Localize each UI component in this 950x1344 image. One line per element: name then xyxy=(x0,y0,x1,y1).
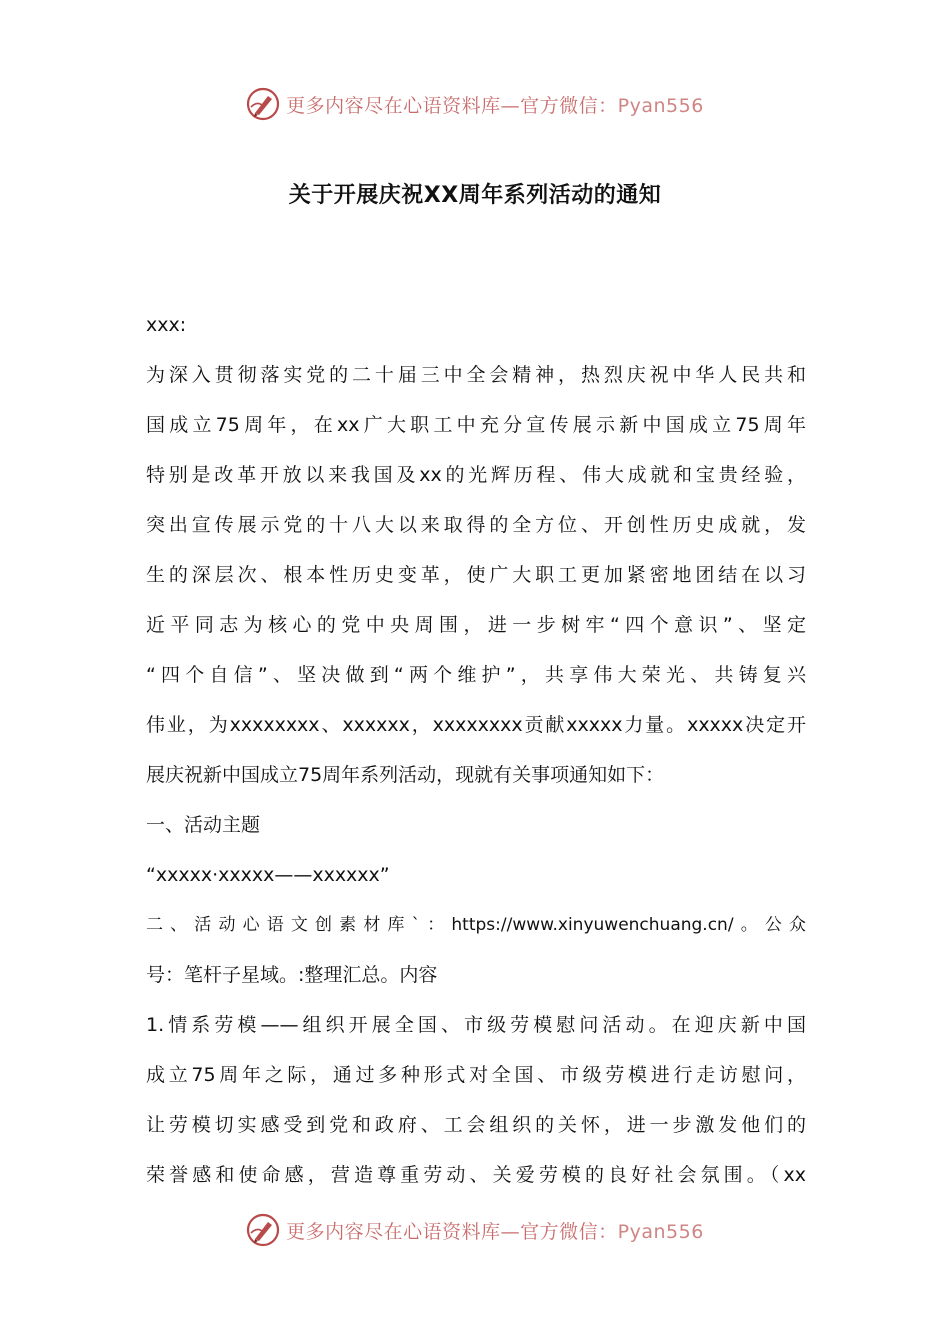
watermark-banner-top xyxy=(0,84,950,124)
document-title: 关于开展庆祝XX周年系列活动的通知 xyxy=(288,183,662,208)
body-line: 国成立75周年，在xx广大职工中充分宣传展示新中国成立75周年 xyxy=(146,414,806,436)
watermark-text: 更多内容尽在心语资料库—官方微信：Pyan556 xyxy=(286,1220,704,1243)
body-line: 让劳模切实感受到党和政府、工会组织的关怀，进一步激发他们的 xyxy=(146,1114,806,1136)
watermark-text: 更多内容尽在心语资料库—官方微信：Pyan556 xyxy=(286,94,704,117)
section-heading-theme: 一、活动主题 xyxy=(146,814,261,836)
wechat-id: Pyan556 xyxy=(617,94,704,117)
body-line: 展庆祝新中国成立75周年系列活动，现就有关事项通知如下： xyxy=(146,764,665,786)
pen-logo-icon xyxy=(246,1213,280,1247)
salutation: xxx: xyxy=(146,314,187,336)
wechat-id: Pyan556 xyxy=(617,1220,704,1243)
document-body xyxy=(146,300,806,1200)
body-line: 生的深层次、根本性历史变革，使广大职工更加紧密地团结在以习 xyxy=(146,564,806,586)
theme-slogan: “xxxxx·xxxxx——xxxxxx” xyxy=(146,864,390,886)
body-line: 伟业，为xxxxxxxx、xxxxxx，xxxxxxxx贡献xxxxx力量。xxxxx决定开 xyxy=(146,714,806,736)
body-line: 为深入贯彻落实党的二十届三中全会精神，热烈庆祝中华人民共和 xyxy=(146,364,806,386)
body-line: 1.情系劳模——组织开展全国、市级劳模慰问活动。在迎庆新中国 xyxy=(146,1014,806,1036)
body-line: 特别是改革开放以来我国及xx的光辉历程、伟大成就和宝贵经验， xyxy=(146,464,806,486)
watermark-banner-bottom xyxy=(0,1210,950,1250)
body-line: 号：笔杆子星域。:整理汇总。内容 xyxy=(146,964,438,986)
body-line: “四个自信”、坚决做到“两个维护”，共享伟大荣光、共铸复兴 xyxy=(146,664,806,686)
body-line: 近平同志为核心的党中央周围，进一步树牢“四个意识”、坚定 xyxy=(146,614,806,636)
body-line: 突出宣传展示党的十八大以来取得的全方位、开创性历史成就，发 xyxy=(146,514,806,536)
section-heading-content: 二、活动心语文创素材库`：https://www.xinyuwenchuang.cn/。公众 xyxy=(146,915,806,935)
body-line: 成立75周年之际，通过多种形式对全国、市级劳模进行走访慰问， xyxy=(146,1064,806,1086)
pen-logo-icon xyxy=(246,87,280,121)
body-line: 荣誉感和使命感，营造尊重劳动、关爱劳模的良好社会氛围。（xx xyxy=(146,1164,806,1186)
